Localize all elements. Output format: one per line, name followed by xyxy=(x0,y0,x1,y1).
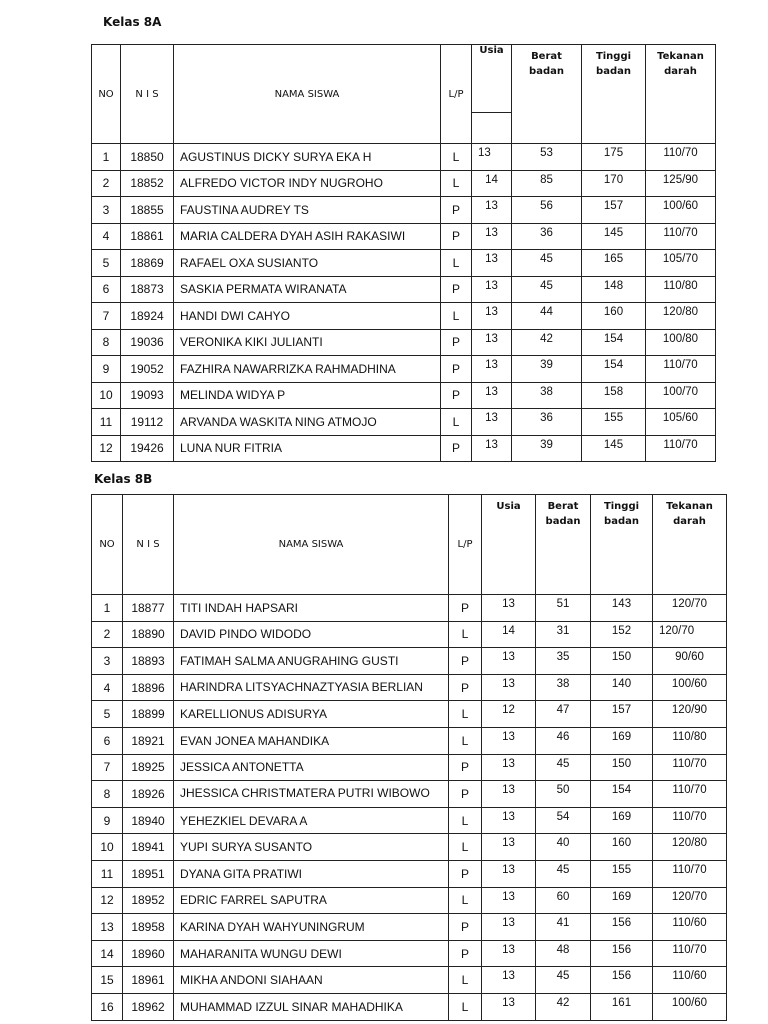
cell-usia: 13 xyxy=(472,409,512,436)
header-tekanan: Tekanan darah xyxy=(646,45,716,144)
cell-usia: 13 xyxy=(482,727,536,754)
cell-berat: 47 xyxy=(536,701,591,728)
table-row xyxy=(92,595,727,622)
cell-tinggi: 154 xyxy=(582,329,646,356)
cell-tekanan: 120/70 xyxy=(653,887,727,914)
cell-berat: 53 xyxy=(512,144,582,171)
cell-nama: YUPI SURYA SUSANTO xyxy=(174,834,449,861)
cell-lp: P xyxy=(449,860,482,887)
table-row xyxy=(92,409,716,436)
header-nama: NAMA SISWA xyxy=(174,45,441,144)
cell-berat: 48 xyxy=(536,940,591,967)
cell-nama: MELINDA WIDYA P xyxy=(174,382,441,409)
cell-nis: 18941 xyxy=(123,834,174,861)
cell-no: 1 xyxy=(92,144,121,171)
cell-nama: DAVID PINDO WIDODO xyxy=(174,621,449,648)
cell-nama: HARINDRA LITSYACHNAZTYASIA BERLIAN xyxy=(174,674,449,701)
cell-no: 6 xyxy=(92,727,123,754)
table-row xyxy=(92,993,727,1020)
cell-lp: P xyxy=(441,276,472,303)
cell-nama: YEHEZKIEL DEVARA A xyxy=(174,807,449,834)
cell-tekanan: 120/70 xyxy=(653,595,727,622)
cell-berat: 45 xyxy=(536,967,591,994)
cell-lp: P xyxy=(449,754,482,781)
cell-nama: LUNA NUR FITRIA xyxy=(174,435,441,462)
table-row xyxy=(92,834,727,861)
cell-nama: ALFREDO VICTOR INDY NUGROHO xyxy=(174,170,441,197)
cell-lp: P xyxy=(449,914,482,941)
cell-tekanan: 105/60 xyxy=(646,409,716,436)
cell-tinggi: 154 xyxy=(591,781,653,808)
cell-nama: SASKIA PERMATA WIRANATA xyxy=(174,276,441,303)
cell-berat: 56 xyxy=(512,197,582,224)
cell-berat: 45 xyxy=(536,754,591,781)
cell-usia: 13 xyxy=(482,674,536,701)
cell-tinggi: 145 xyxy=(582,223,646,250)
cell-no: 16 xyxy=(92,993,123,1020)
cell-tekanan: 100/80 xyxy=(646,329,716,356)
cell-berat: 44 xyxy=(512,303,582,330)
cell-no: 14 xyxy=(92,940,123,967)
cell-nis: 18951 xyxy=(123,860,174,887)
cell-usia: 14 xyxy=(472,170,512,197)
cell-lp: P xyxy=(441,435,472,462)
cell-usia: 13 xyxy=(472,250,512,277)
cell-berat: 35 xyxy=(536,648,591,675)
cell-lp: L xyxy=(449,993,482,1020)
cell-nama: JHESSICA CHRISTMATERA PUTRI WIBOWO xyxy=(174,781,449,808)
cell-no: 6 xyxy=(92,276,121,303)
header-no: NO xyxy=(92,495,123,595)
table-row xyxy=(92,144,716,171)
cell-lp: L xyxy=(449,621,482,648)
cell-tinggi: 169 xyxy=(591,727,653,754)
cell-tekanan: 120/70 xyxy=(653,621,727,648)
cell-lp: P xyxy=(441,223,472,250)
cell-tinggi: 160 xyxy=(591,834,653,861)
table-row xyxy=(92,940,727,967)
cell-usia: 13 xyxy=(482,648,536,675)
cell-nis: 18890 xyxy=(123,621,174,648)
table-row xyxy=(92,435,716,462)
cell-nis: 18869 xyxy=(121,250,174,277)
cell-tinggi: 150 xyxy=(591,648,653,675)
table-row xyxy=(92,648,727,675)
cell-no: 13 xyxy=(92,914,123,941)
cell-nama: JESSICA ANTONETTA xyxy=(174,754,449,781)
cell-tekanan: 110/70 xyxy=(653,860,727,887)
cell-tinggi: 156 xyxy=(591,914,653,941)
header-tekanan: Tekanan darah xyxy=(653,495,727,595)
cell-usia: 13 xyxy=(472,435,512,462)
cell-tekanan: 110/60 xyxy=(653,914,727,941)
cell-berat: 50 xyxy=(536,781,591,808)
cell-no: 11 xyxy=(92,860,123,887)
header-tinggi: Tinggi badan xyxy=(591,495,653,595)
table-row xyxy=(92,807,727,834)
cell-nama: FAZHIRA NAWARRIZKA RAHMADHINA xyxy=(174,356,441,383)
cell-lp: L xyxy=(449,807,482,834)
cell-no: 15 xyxy=(92,967,123,994)
cell-nis: 18852 xyxy=(121,170,174,197)
cell-nis: 18877 xyxy=(123,595,174,622)
cell-tekanan: 110/80 xyxy=(653,727,727,754)
cell-no: 11 xyxy=(92,409,121,436)
header-tinggi: Tinggi badan xyxy=(582,45,646,144)
cell-nis: 18873 xyxy=(121,276,174,303)
cell-lp: L xyxy=(449,967,482,994)
cell-usia: 13 xyxy=(482,914,536,941)
cell-nama: DYANA GITA PRATIWI xyxy=(174,860,449,887)
cell-nama: ARVANDA WASKITA NING ATMOJO xyxy=(174,409,441,436)
cell-berat: 40 xyxy=(536,834,591,861)
table-row xyxy=(92,329,716,356)
header-lp: L/P xyxy=(441,45,472,144)
cell-tinggi: 154 xyxy=(582,356,646,383)
cell-tinggi: 175 xyxy=(582,144,646,171)
table-row xyxy=(92,860,727,887)
cell-berat: 51 xyxy=(536,595,591,622)
cell-nama: RAFAEL OXA SUSIANTO xyxy=(174,250,441,277)
cell-tekanan: 110/70 xyxy=(646,435,716,462)
cell-berat: 42 xyxy=(512,329,582,356)
table-row xyxy=(92,276,716,303)
cell-nama: KARELLIONUS ADISURYA xyxy=(174,701,449,728)
cell-usia: 14 xyxy=(482,621,536,648)
cell-usia: 13 xyxy=(482,940,536,967)
cell-nis: 19036 xyxy=(121,329,174,356)
cell-no: 8 xyxy=(92,329,121,356)
cell-no: 7 xyxy=(92,303,121,330)
cell-usia: 13 xyxy=(472,303,512,330)
cell-berat: 39 xyxy=(512,435,582,462)
table-row xyxy=(92,914,727,941)
cell-tinggi: 148 xyxy=(582,276,646,303)
cell-tinggi: 150 xyxy=(591,754,653,781)
cell-tinggi: 161 xyxy=(591,993,653,1020)
cell-berat: 39 xyxy=(512,356,582,383)
class-a-title: Kelas 8A xyxy=(103,15,162,29)
cell-nis: 18925 xyxy=(123,754,174,781)
cell-lp: L xyxy=(441,250,472,277)
header-nama: NAMA SISWA xyxy=(174,495,449,595)
cell-usia: 13 xyxy=(482,781,536,808)
cell-berat: 45 xyxy=(512,250,582,277)
cell-nama: KARINA DYAH WAHYUNINGRUM xyxy=(174,914,449,941)
cell-tekanan: 110/70 xyxy=(646,223,716,250)
cell-nis: 18896 xyxy=(123,674,174,701)
cell-no: 3 xyxy=(92,648,123,675)
cell-usia: 13 xyxy=(472,329,512,356)
cell-no: 8 xyxy=(92,781,123,808)
cell-berat: 38 xyxy=(512,382,582,409)
cell-berat: 31 xyxy=(536,621,591,648)
cell-tekanan: 110/70 xyxy=(646,144,716,171)
cell-nis: 18952 xyxy=(123,887,174,914)
table-row xyxy=(92,170,716,197)
cell-tekanan: 110/70 xyxy=(653,754,727,781)
cell-tekanan: 110/60 xyxy=(653,967,727,994)
cell-nis: 19093 xyxy=(121,382,174,409)
cell-lp: P xyxy=(441,329,472,356)
cell-nis: 18899 xyxy=(123,701,174,728)
cell-lp: P xyxy=(449,674,482,701)
cell-nama: EDRIC FARREL SAPUTRA xyxy=(174,887,449,914)
cell-no: 9 xyxy=(92,356,121,383)
cell-berat: 42 xyxy=(536,993,591,1020)
cell-lp: L xyxy=(441,170,472,197)
cell-tinggi: 156 xyxy=(591,967,653,994)
cell-usia: 13 xyxy=(472,276,512,303)
header-lp: L/P xyxy=(449,495,482,595)
cell-lp: P xyxy=(449,940,482,967)
cell-usia: 13 xyxy=(472,144,512,171)
cell-nis: 18958 xyxy=(123,914,174,941)
cell-berat: 46 xyxy=(536,727,591,754)
cell-nis: 19052 xyxy=(121,356,174,383)
cell-no: 12 xyxy=(92,435,121,462)
cell-tekanan: 110/70 xyxy=(653,940,727,967)
cell-berat: 85 xyxy=(512,170,582,197)
cell-nis: 18850 xyxy=(121,144,174,171)
header-nis: N I S xyxy=(123,495,174,595)
cell-tekanan: 110/70 xyxy=(653,807,727,834)
cell-nis: 18961 xyxy=(123,967,174,994)
cell-tinggi: 140 xyxy=(591,674,653,701)
cell-lp: P xyxy=(449,648,482,675)
cell-tinggi: 145 xyxy=(582,435,646,462)
cell-lp: L xyxy=(449,887,482,914)
cell-nis: 18926 xyxy=(123,781,174,808)
cell-no: 7 xyxy=(92,754,123,781)
cell-usia: 13 xyxy=(482,807,536,834)
cell-no: 5 xyxy=(92,701,123,728)
table-row xyxy=(92,674,727,701)
cell-tinggi: 158 xyxy=(582,382,646,409)
header-nis: N I S xyxy=(121,45,174,144)
cell-lp: L xyxy=(441,144,472,171)
cell-tinggi: 169 xyxy=(591,807,653,834)
cell-nis: 18940 xyxy=(123,807,174,834)
cell-usia: 13 xyxy=(482,595,536,622)
cell-tinggi: 155 xyxy=(582,409,646,436)
cell-nis: 18921 xyxy=(123,727,174,754)
cell-no: 2 xyxy=(92,170,121,197)
cell-no: 4 xyxy=(92,223,121,250)
class-a-table xyxy=(91,44,716,462)
cell-lp: P xyxy=(441,382,472,409)
cell-usia: 13 xyxy=(472,382,512,409)
cell-lp: L xyxy=(449,834,482,861)
header-no: NO xyxy=(92,45,121,144)
table-row xyxy=(92,250,716,277)
cell-nama: AGUSTINUS DICKY SURYA EKA H xyxy=(174,144,441,171)
cell-usia: 13 xyxy=(482,754,536,781)
cell-tinggi: 160 xyxy=(582,303,646,330)
cell-tekanan: 120/90 xyxy=(653,701,727,728)
cell-berat: 45 xyxy=(536,860,591,887)
header-berat: Berat badan xyxy=(512,45,582,144)
cell-nis: 19426 xyxy=(121,435,174,462)
table-row xyxy=(92,887,727,914)
cell-tekanan: 100/60 xyxy=(653,674,727,701)
table-row xyxy=(92,197,716,224)
cell-tekanan: 105/70 xyxy=(646,250,716,277)
header-berat: Berat badan xyxy=(536,495,591,595)
cell-no: 3 xyxy=(92,197,121,224)
cell-tinggi: 169 xyxy=(591,887,653,914)
table-row xyxy=(92,223,716,250)
cell-nis: 18855 xyxy=(121,197,174,224)
cell-usia: 13 xyxy=(472,197,512,224)
class-b-body xyxy=(92,595,727,1021)
cell-berat: 38 xyxy=(536,674,591,701)
table-row xyxy=(92,727,727,754)
cell-no: 1 xyxy=(92,595,123,622)
table-row xyxy=(92,303,716,330)
cell-tinggi: 152 xyxy=(591,621,653,648)
cell-usia: 13 xyxy=(482,967,536,994)
cell-usia: 13 xyxy=(482,993,536,1020)
cell-tinggi: 143 xyxy=(591,595,653,622)
cell-tekanan: 90/60 xyxy=(653,648,727,675)
cell-tekanan: 110/70 xyxy=(653,781,727,808)
cell-nis: 18960 xyxy=(123,940,174,967)
cell-usia: 13 xyxy=(482,834,536,861)
cell-no: 9 xyxy=(92,807,123,834)
cell-lp: L xyxy=(449,701,482,728)
cell-no: 12 xyxy=(92,887,123,914)
class-b-table xyxy=(91,494,727,1021)
cell-tekanan: 100/60 xyxy=(646,197,716,224)
cell-nama: VERONIKA KIKI JULIANTI xyxy=(174,329,441,356)
cell-usia: 13 xyxy=(482,860,536,887)
cell-lp: L xyxy=(449,727,482,754)
cell-lp: P xyxy=(441,356,472,383)
header-usia: Usia xyxy=(472,45,512,113)
cell-no: 4 xyxy=(92,674,123,701)
cell-no: 10 xyxy=(92,834,123,861)
cell-nama: MARIA CALDERA DYAH ASIH RAKASIWI xyxy=(174,223,441,250)
table-row xyxy=(92,621,727,648)
table-row xyxy=(92,701,727,728)
cell-no: 2 xyxy=(92,621,123,648)
cell-tinggi: 156 xyxy=(591,940,653,967)
cell-berat: 60 xyxy=(536,887,591,914)
table-row xyxy=(92,754,727,781)
cell-nama: TITI INDAH HAPSARI xyxy=(174,595,449,622)
cell-lp: L xyxy=(441,409,472,436)
cell-nis: 18893 xyxy=(123,648,174,675)
table-row xyxy=(92,781,727,808)
cell-nama: FATIMAH SALMA ANUGRAHING GUSTI xyxy=(174,648,449,675)
cell-usia: 13 xyxy=(472,223,512,250)
cell-berat: 41 xyxy=(536,914,591,941)
cell-tinggi: 155 xyxy=(591,860,653,887)
class-a-header-row xyxy=(92,45,716,113)
header-usia-spacer xyxy=(472,113,512,144)
cell-tekanan: 110/70 xyxy=(646,356,716,383)
cell-lp: P xyxy=(441,197,472,224)
cell-tekanan: 120/80 xyxy=(653,834,727,861)
cell-lp: P xyxy=(449,781,482,808)
cell-lp: P xyxy=(449,595,482,622)
table-row xyxy=(92,356,716,383)
cell-berat: 54 xyxy=(536,807,591,834)
cell-tinggi: 165 xyxy=(582,250,646,277)
cell-usia: 12 xyxy=(482,701,536,728)
class-b-title: Kelas 8B xyxy=(94,472,153,486)
cell-berat: 45 xyxy=(512,276,582,303)
cell-lp: L xyxy=(441,303,472,330)
cell-berat: 36 xyxy=(512,223,582,250)
cell-tinggi: 157 xyxy=(582,197,646,224)
cell-no: 5 xyxy=(92,250,121,277)
cell-nama: MIKHA ANDONI SIAHAAN xyxy=(174,967,449,994)
cell-nama: HANDI DWI CAHYO xyxy=(174,303,441,330)
cell-tinggi: 170 xyxy=(582,170,646,197)
cell-berat: 36 xyxy=(512,409,582,436)
cell-nis: 18861 xyxy=(121,223,174,250)
cell-tinggi: 157 xyxy=(591,701,653,728)
cell-nis: 18962 xyxy=(123,993,174,1020)
cell-usia: 13 xyxy=(482,887,536,914)
cell-nama: MUHAMMAD IZZUL SINAR MAHADHIKA xyxy=(174,993,449,1020)
cell-tekanan: 120/80 xyxy=(646,303,716,330)
cell-nis: 18924 xyxy=(121,303,174,330)
header-usia: Usia xyxy=(482,495,536,595)
cell-usia: 13 xyxy=(472,356,512,383)
cell-nama: EVAN JONEA MAHANDIKA xyxy=(174,727,449,754)
cell-tekanan: 110/80 xyxy=(646,276,716,303)
table-row xyxy=(92,382,716,409)
cell-nis: 19112 xyxy=(121,409,174,436)
cell-nama: FAUSTINA AUDREY TS xyxy=(174,197,441,224)
cell-tekanan: 100/70 xyxy=(646,382,716,409)
cell-tekanan: 100/60 xyxy=(653,993,727,1020)
class-a-body xyxy=(92,144,716,462)
cell-nama: MAHARANITA WUNGU DEWI xyxy=(174,940,449,967)
cell-no: 10 xyxy=(92,382,121,409)
cell-tekanan: 125/90 xyxy=(646,170,716,197)
class-b-header-row xyxy=(92,495,727,595)
table-row xyxy=(92,967,727,994)
